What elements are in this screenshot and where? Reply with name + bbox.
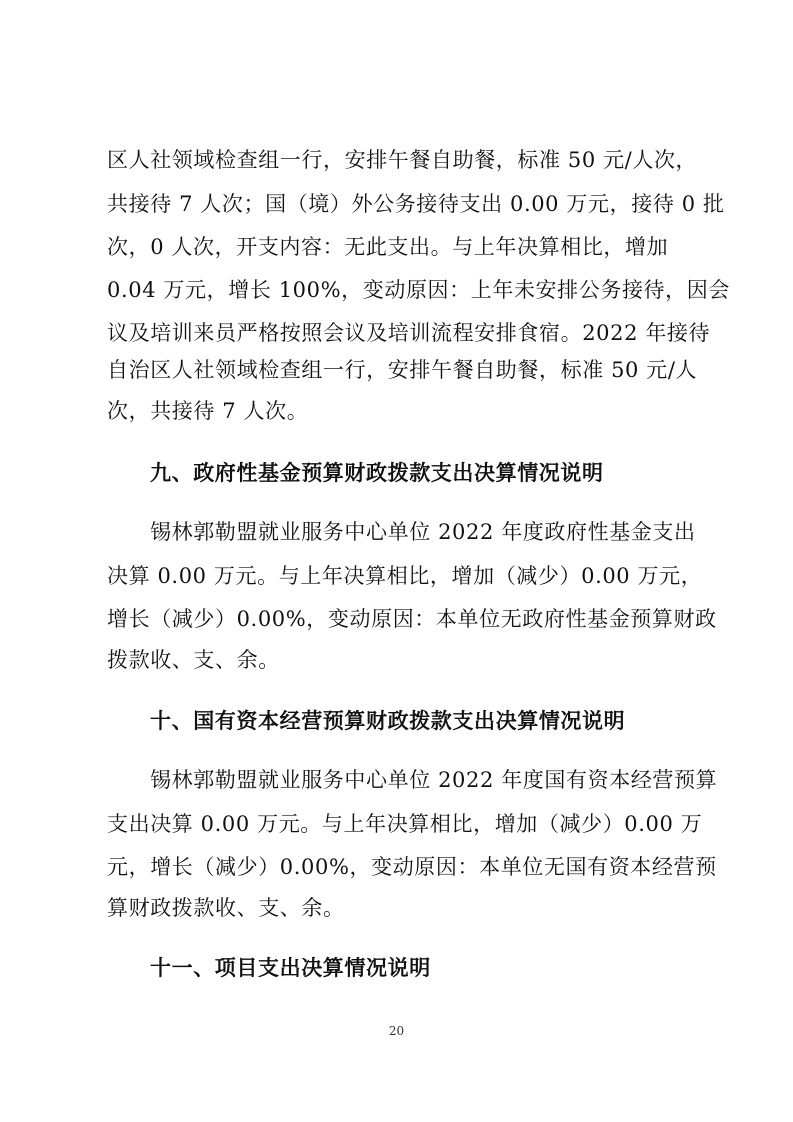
paragraph-line: 增长（减少）0.00%，变动原因：本单位无政府性基金预算财政 <box>107 607 717 631</box>
paragraph-line: 次，0 人次，开支内容：无此支出。与上年决算相比，增加 <box>107 235 669 259</box>
paragraph-line: 次，共接待 7 人次。 <box>107 399 309 423</box>
paragraph-line: 算财政拨款收、支、余。 <box>107 896 345 920</box>
paragraph-line: 支出决算 0.00 万元。与上年决算相比，增加（减少）0.00 万 <box>107 812 703 836</box>
section-heading-9: 九、政府性基金预算财政拨款支出决算情况说明 <box>150 461 604 485</box>
paragraph-line: 共接待 7 人次；国（境）外公务接待支出 0.00 万元，接待 0 批 <box>107 192 725 216</box>
paragraph-line: 议及培训来员严格按照会议及培训流程安排食宿。2022 年接待 <box>107 321 711 345</box>
paragraph-line: 区人社领域检查组一行，安排午餐自助餐，标准 50 元/人次， <box>107 148 698 172</box>
paragraph-line: 0.04 万元，增长 100%，变动原因：上年未安排公务接待，因会 <box>107 278 730 302</box>
paragraph-line: 自治区人社领域检查组一行，安排午餐自助餐，标准 50 元/人 <box>107 358 698 382</box>
section-heading-11: 十一、项目支出决算情况说明 <box>150 956 431 980</box>
paragraph-line: 元，增长（减少）0.00%，变动原因：本单位无国有资本经营预 <box>107 855 717 879</box>
paragraph-line: 决算 0.00 万元。与上年决算相比，增加（减少）0.00 万元， <box>107 564 703 588</box>
page-number: 20 <box>388 1024 405 1038</box>
paragraph-line: 锡林郭勒盟就业服务中心单位 2022 年度政府性基金支出 <box>150 520 696 544</box>
paragraph-line: 锡林郭勒盟就业服务中心单位 2022 年度国有资本经营预算 <box>150 768 718 792</box>
paragraph-line: 拨款收、支、余。 <box>107 648 280 672</box>
section-heading-10: 十、国有资本经营预算财政拨款支出决算情况说明 <box>150 709 626 733</box>
